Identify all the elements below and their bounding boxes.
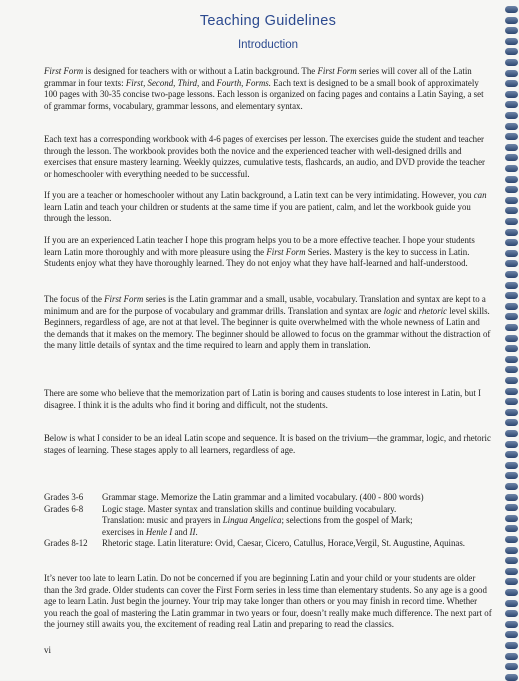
spiral-coil — [505, 377, 518, 384]
spiral-coil — [505, 239, 518, 246]
text-span: First Form — [44, 66, 84, 76]
text-span: rhetoric — [418, 305, 448, 316]
spiral-coil — [505, 483, 518, 490]
paragraph-4 — [44, 235, 492, 270]
spiral-coil — [505, 388, 518, 395]
spiral-coil — [505, 600, 518, 607]
spiral-coil — [505, 250, 518, 257]
spiral-coil — [505, 48, 518, 55]
text-span: is designed for teachers with or without a Latin background. The — [83, 66, 318, 76]
spiral-coil — [505, 101, 518, 108]
spiral-coil — [505, 547, 518, 554]
spiral-coil — [505, 91, 518, 98]
spiral-coil — [505, 207, 518, 214]
spiral-coil — [505, 313, 518, 320]
text-span: and — [199, 77, 217, 88]
grade-row — [44, 504, 492, 539]
paragraph-2: Each text has a corresponding workbook with 4-6 pages of exercises per lesson. The exercises guide the student and teacher through the lesson. The workbook provides both the novice and the experienced teacher with well-designed drills and exercises that ensure mastery learning. Weekly quizzes, cumulative tests, flashcards, an audio, and DVD provide the teacher or homeschooler with everything needed to be successful. — [44, 134, 485, 179]
spiral-coil — [505, 197, 518, 204]
spiral-coil — [505, 451, 518, 458]
spiral-coil — [505, 144, 518, 151]
spiral-coil — [505, 17, 518, 24]
spiral-coil — [505, 515, 518, 522]
spiral-coil — [505, 653, 518, 660]
grade-label: Grades 8-12 — [44, 538, 88, 548]
page-number: vi — [44, 645, 52, 655]
text-span: Fourth, Forms. — [216, 77, 271, 88]
spiral-coil — [505, 398, 518, 405]
spiral-coil — [505, 642, 518, 649]
spiral-coil — [505, 186, 518, 193]
spiral-coil — [505, 409, 518, 416]
text-span: and — [172, 526, 190, 537]
grade-line — [102, 515, 492, 527]
spiral-coil — [505, 218, 518, 225]
spiral-coil — [505, 229, 518, 236]
text-span: learn Latin and teach your children or students at the same time if you are patient, calm, and let the workbook guide you through the lesson. — [44, 201, 471, 223]
grade-description: Grammar stage. Memorize the Latin grammar and a limited vocabulary. (400 - 800 words) — [102, 492, 424, 502]
spiral-coil — [505, 292, 518, 299]
text-span: series is the Latin grammar and a small, usable, vocabulary. Translation and syntax are kept to a minimum and are for the purpose of vocabulary and grammar drills. Translation and syntax are — [44, 294, 486, 316]
spiral-coil — [505, 557, 518, 564]
grade-line — [102, 527, 492, 539]
spiral-coil — [505, 38, 518, 45]
spiral-coil — [505, 335, 518, 342]
spiral-coil — [505, 165, 518, 172]
spiral-coil — [505, 631, 518, 638]
text-span: ; selections from the gospel of Mark; — [281, 515, 413, 525]
paragraph-1 — [44, 66, 492, 112]
grade-line: Logic stage. Master syntax and translation skills and continue building vocabulary. — [102, 503, 397, 514]
text-span: Each text is designed to be a small book of approximately 100 pages with 30-35 concise two-page lessons. Each lesson is organized on facing pages and contains a Latin Saying, a set of grammar forms, vocabulary, grammar lessons, and elementary syntax. — [44, 77, 484, 111]
text-span: First Form — [266, 246, 306, 257]
text-span: Translation: music and prayers in — [102, 515, 223, 525]
section-heading: Introduction — [237, 39, 299, 51]
spiral-coil — [505, 112, 518, 119]
spiral-coil — [505, 494, 518, 501]
grade-row — [44, 538, 492, 550]
page-title: Teaching Guidelines — [199, 13, 337, 29]
spiral-coil — [505, 462, 518, 469]
spiral-coil — [505, 133, 518, 140]
spiral-coil — [505, 70, 518, 77]
spiral-coil — [505, 441, 518, 448]
spiral-coil — [505, 6, 518, 13]
spiral-coil — [505, 154, 518, 161]
text-span: series will cover all of the Latin grammar in four texts: — [44, 66, 472, 88]
spiral-coil — [505, 123, 518, 130]
grade-row — [44, 492, 492, 504]
spiral-coil — [505, 80, 518, 87]
paragraph-8: It’s never too late to learn Latin. Do not be concerned if you are beginning Latin and your child or your students are older than the 3rd grade. Older students can cover the First Form series in less time than elementary students. So any age is a good age to learn Latin. Just begin the journey. Your trip may take longer than others or you may finish in record time. Whether you reach the goal of mastering the Latin grammar in two years or four, doesn’t really make much difference. The next part of the journey still awaits you, the excitement of reading real Latin and preparing to read the classics. — [44, 573, 492, 629]
spiral-coil — [505, 59, 518, 66]
paragraph-5 — [44, 294, 492, 352]
grade-description — [102, 504, 492, 539]
text-span: level skills. Beginners, regardless of age, are not at that level. The beginner is quite overwhelmed with the whole newness of Latin and the demands that it makes on the memory. The beginner should be allowed to focus on the grammar without the distraction of the many little details of syntax and the time required to learn and apply them in translation. — [44, 305, 491, 350]
text-span: Henle I — [145, 526, 173, 537]
text-span: If you are an experienced Latin teacher I hope this program helps you to be a more effective teacher. I hope your students learn Latin more thoroughly and with more pleasure using the — [44, 235, 475, 257]
spiral-coil — [505, 356, 518, 363]
scope-sequence-list — [44, 492, 492, 550]
text-span: and — [401, 305, 419, 316]
spiral-coil — [505, 472, 518, 479]
spiral-coil — [505, 419, 518, 426]
spiral-coil — [505, 568, 518, 575]
spiral-coil — [505, 663, 518, 670]
text-span: First Form — [317, 66, 357, 76]
text-span: exercises in — [102, 526, 146, 537]
text-span: logic — [383, 305, 402, 316]
spiral-coil — [505, 366, 518, 373]
spiral-coil — [505, 271, 518, 278]
text-span: If you are a teacher or homeschooler without any Latin background, a Latin text can be very intimidating. However, you — [44, 190, 474, 200]
spiral-coil — [505, 345, 518, 352]
spiral-coil — [505, 525, 518, 532]
grade-description: Rhetoric stage. Latin literature: Ovid, Caesar, Cicero, Catullus, Horace,Vergil, St. Augustine, Aquinas. — [102, 538, 466, 548]
text-span: Lingua Angelica — [222, 515, 282, 525]
spiral-coil — [505, 536, 518, 543]
spiral-coil — [505, 176, 518, 183]
spiral-binding — [501, 0, 519, 680]
text-span: Series. Mastery is the key to success in Latin. Students enjoy what they have thoroughly learned. They do not enjoy what they have half-learned and half-understood. — [44, 246, 470, 268]
text-span: II — [189, 526, 196, 537]
spiral-coil — [505, 430, 518, 437]
spiral-coil — [505, 578, 518, 585]
spiral-coil — [505, 504, 518, 511]
spiral-coil — [505, 324, 518, 331]
text-span: First, Second, Third, — [125, 77, 200, 88]
spiral-coil — [505, 621, 518, 628]
text-span: can — [473, 190, 487, 200]
paragraph-3 — [44, 190, 492, 225]
grade-label: Grades 6-8 — [44, 503, 84, 514]
spiral-coil — [505, 303, 518, 310]
spiral-coil — [505, 260, 518, 267]
paragraph-6: There are some who believe that the memorization part of Latin is boring and causes students to lose interest in Latin, but I disagree. I think it is the adults who find it boring and difficult, not the students. — [44, 388, 481, 410]
spiral-coil — [505, 282, 518, 289]
spiral-coil — [505, 589, 518, 596]
text-span: . — [195, 526, 198, 537]
paragraph-7: Below is what I consider to be an ideal Latin scope and sequence. It is based on the trivium—the grammar, logic, and rhetoric stages of learning. These stages apply to all learners, regardless of age. — [44, 433, 491, 455]
text-span: First Form — [104, 294, 144, 304]
spiral-coil — [505, 610, 518, 617]
text-span: The focus of the — [44, 294, 105, 304]
spiral-coil — [505, 27, 518, 34]
grade-label: Grades 3-6 — [44, 492, 84, 502]
